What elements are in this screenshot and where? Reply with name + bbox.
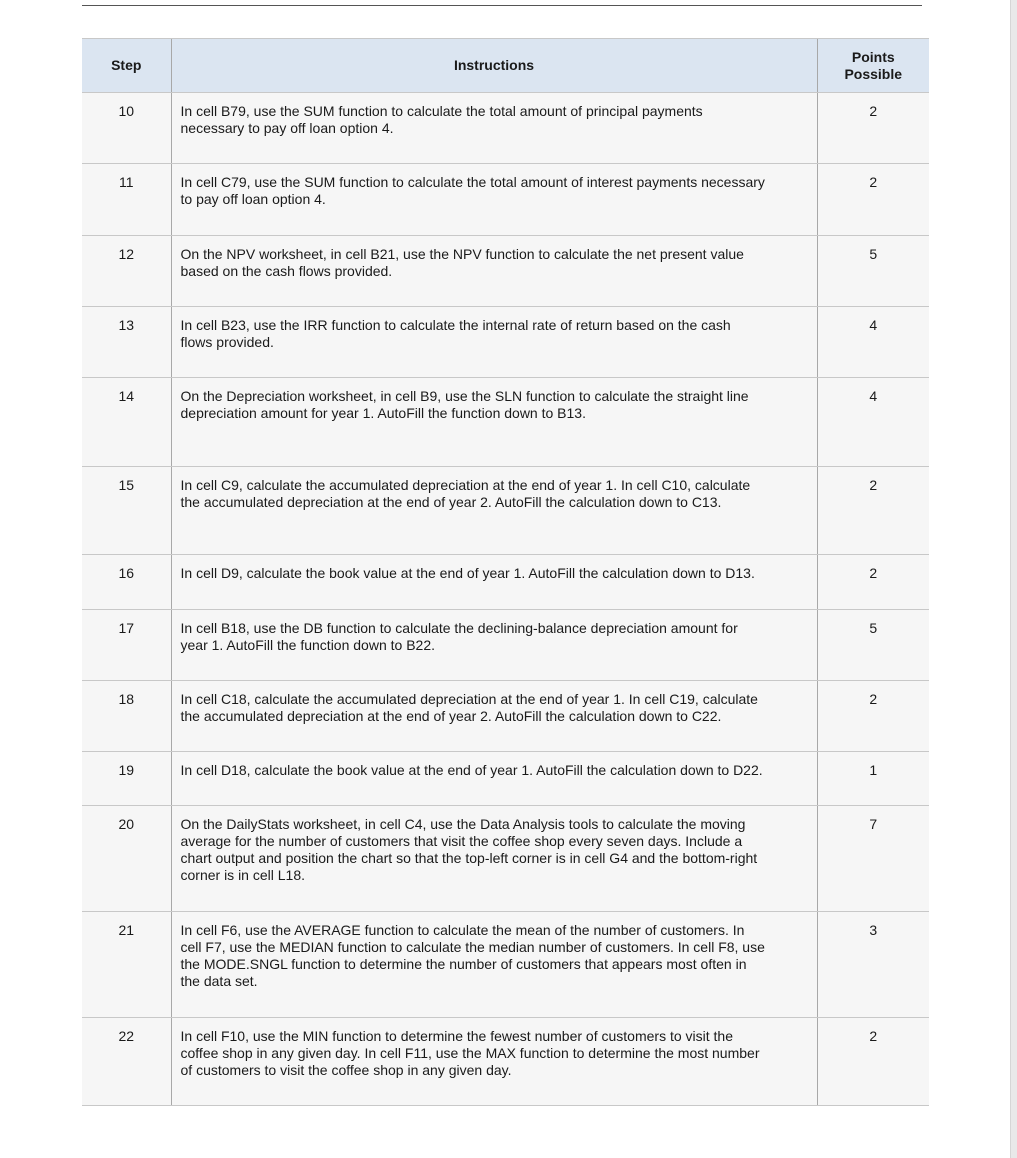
instruction-text: In cell C18, calculate the accumulated depreciation at the end of year 1. In cell C19, calculate the accumulated depreciation at the end of year 2. AutoFill the calculation down to C22. xyxy=(171,681,817,752)
table-row xyxy=(82,236,929,307)
table-row xyxy=(82,378,929,467)
step-number: 10 xyxy=(82,93,171,164)
instruction-text: On the Depreciation worksheet, in cell B9, use the SLN function to calculate the straight line depreciation amount for year 1. AutoFill the function down to B13. xyxy=(171,378,817,467)
step-number: 12 xyxy=(82,236,171,307)
table-row xyxy=(82,912,929,1018)
instruction-text: In cell F10, use the MIN function to determine the fewest number of customers to visit the coffee shop in any given day. In cell F11, use the MAX function to determine the most number of customers to visit the coffee shop in any given day. xyxy=(171,1018,817,1106)
top-rule xyxy=(82,5,922,6)
table-row xyxy=(82,307,929,378)
instruction-text: In cell D9, calculate the book value at the end of year 1. AutoFill the calculation down to D13. xyxy=(171,555,817,610)
step-number: 17 xyxy=(82,610,171,681)
step-number: 18 xyxy=(82,681,171,752)
instructions-table xyxy=(82,38,929,1106)
step-number: 19 xyxy=(82,752,171,806)
table-row xyxy=(82,93,929,164)
points-value: 3 xyxy=(817,912,929,1018)
points-value: 2 xyxy=(817,681,929,752)
header-step: Step xyxy=(82,39,171,93)
step-number: 20 xyxy=(82,806,171,912)
instruction-text: In cell B79, use the SUM function to calculate the total amount of principal payments necessary to pay off loan option 4. xyxy=(171,93,817,164)
points-value: 2 xyxy=(817,1018,929,1106)
step-number: 16 xyxy=(82,555,171,610)
step-number: 22 xyxy=(82,1018,171,1106)
points-value: 2 xyxy=(817,467,929,555)
header-points-possible: Points Possible xyxy=(817,39,929,93)
table-row xyxy=(82,806,929,912)
points-value: 5 xyxy=(817,610,929,681)
table-row xyxy=(82,467,929,555)
instruction-text: In cell B18, use the DB function to calculate the declining-balance depreciation amount for year 1. AutoFill the function down to B22. xyxy=(171,610,817,681)
table-row xyxy=(82,681,929,752)
table-header-row xyxy=(82,39,929,93)
instruction-text: On the DailyStats worksheet, in cell C4, use the Data Analysis tools to calculate the moving average for the number of customers that visit the coffee shop every seven days. Include a chart output and position the chart so that the top-left corner is in cell G4 and the bottom-right corner is in cell L18. xyxy=(171,806,817,912)
table-row xyxy=(82,610,929,681)
points-value: 2 xyxy=(817,555,929,610)
table-row xyxy=(82,164,929,236)
table-row xyxy=(82,752,929,806)
table-row xyxy=(82,1018,929,1106)
step-number: 13 xyxy=(82,307,171,378)
instruction-text: In cell C9, calculate the accumulated depreciation at the end of year 1. In cell C10, calculate the accumulated depreciation at the end of year 2. AutoFill the calculation down to C13. xyxy=(171,467,817,555)
instruction-text: In cell D18, calculate the book value at the end of year 1. AutoFill the calculation down to D22. xyxy=(171,752,817,806)
step-number: 21 xyxy=(82,912,171,1018)
points-value: 2 xyxy=(817,93,929,164)
page-edge xyxy=(1010,0,1017,1158)
points-value: 4 xyxy=(817,378,929,467)
step-number: 14 xyxy=(82,378,171,467)
instruction-text: On the NPV worksheet, in cell B21, use the NPV function to calculate the net present value based on the cash flows provided. xyxy=(171,236,817,307)
points-value: 4 xyxy=(817,307,929,378)
points-value: 5 xyxy=(817,236,929,307)
instruction-text: In cell B23, use the IRR function to calculate the internal rate of return based on the cash flows provided. xyxy=(171,307,817,378)
table-row xyxy=(82,555,929,610)
instruction-text: In cell C79, use the SUM function to calculate the total amount of interest payments necessary to pay off loan option 4. xyxy=(171,164,817,236)
step-number: 11 xyxy=(82,164,171,236)
step-number: 15 xyxy=(82,467,171,555)
points-value: 7 xyxy=(817,806,929,912)
points-value: 2 xyxy=(817,164,929,236)
header-instructions: Instructions xyxy=(171,39,817,93)
points-value: 1 xyxy=(817,752,929,806)
instruction-text: In cell F6, use the AVERAGE function to calculate the mean of the number of customers. In cell F7, use the MEDIAN function to calculate the median number of customers. In cell F8, use the MODE.SNGL function to determine the number of customers that appears most often in the data set. xyxy=(171,912,817,1018)
